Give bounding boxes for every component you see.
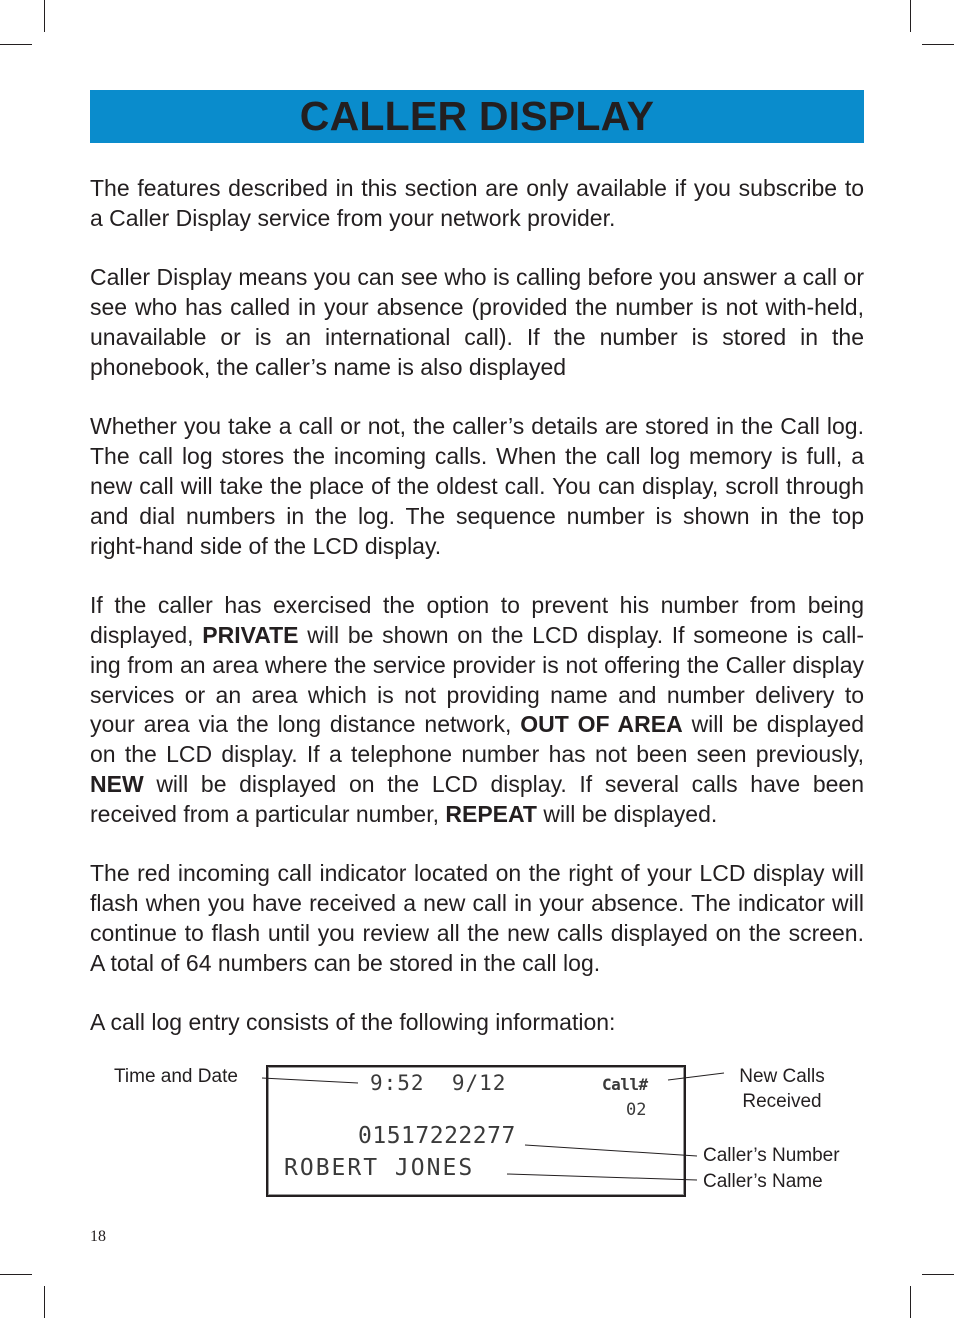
page-number: 18 (90, 1228, 106, 1245)
leader-callers-number (525, 1145, 697, 1156)
keyword-out-of-area: OUT OF AREA (520, 711, 683, 738)
lcd-caller-name: ROBERT JONES (284, 1155, 475, 1181)
lcd-time-date: 9:52 9/12 (370, 1071, 507, 1095)
leader-new-calls (668, 1073, 724, 1080)
lcd-call-label: Call# (602, 1075, 648, 1094)
paragraph-caller-display: Caller Display means you can see who is calling before you answer a call or see who has called in your absence (provided the number is not with-held, unavailable or is an international call). If the number is stored in the phonebook, the caller’s name is also displayed (90, 264, 864, 380)
lcd-phone-number: 01517222277 (358, 1123, 516, 1149)
keyword-new: NEW (90, 770, 144, 797)
lcd-call-sequence-number: 02 (626, 1100, 647, 1120)
paragraph-display-messages: If the caller has exercised the option to prevent his number from being displayed, PRIVATE will be shown on the LCD display. If someone is call-ing from an area where the service provider is not offering the Caller display services or an area which is not providing name and number delivery to your area via the long distance network, OUT OF AREA will be displayed on the LCD display. If a telephone number has not been seen previously, NEW will be displayed on the LCD display. If several calls have been received from a particular number, REPEAT will be displayed. (90, 592, 864, 827)
paragraph-call-log: Whether you take a call or not, the caller’s details are stored in the Call log. The call log stores the incoming calls. When the call log memory is full, a new call will take the place of the oldest call. You can display, scroll through and dial numbers in the log. The sequence number is shown in the top right-hand side of the LCD display. (90, 413, 864, 559)
paragraph-entry-intro: A call log entry consists of the following information: (90, 1009, 616, 1036)
keyword-repeat: REPEAT (445, 800, 537, 827)
section-title: CALLER DISPLAY (299, 93, 655, 139)
leader-time-date (262, 1078, 358, 1083)
label-new-calls-received: New Calls Received (739, 1066, 825, 1112)
label-callers-number: Caller’s Number (703, 1145, 840, 1166)
label-time-and-date: Time and Date (114, 1066, 238, 1087)
paragraph-indicator: The red incoming call indicator located on the right of your LCD display will flash when you have received a new call in your absence. The indicator will continue to flash until you review all the new calls displayed on the screen. A total of 64 numbers can be stored in the call log. (90, 860, 864, 976)
paragraph-subscription: The features described in this section are only available if you subscribe to a Caller Display service from your network provider. (90, 175, 864, 231)
label-callers-name: Caller’s Name (703, 1171, 823, 1192)
keyword-private: PRIVATE (202, 621, 299, 648)
leader-callers-name (507, 1174, 697, 1180)
